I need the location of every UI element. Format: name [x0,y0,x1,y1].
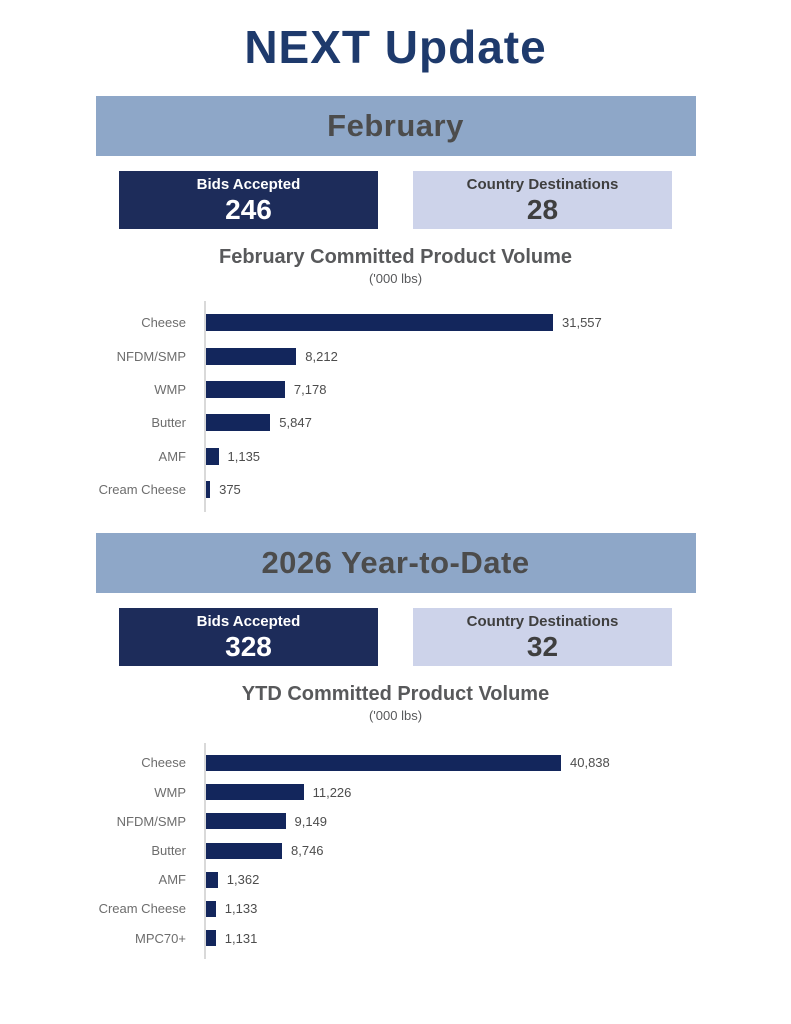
bar [206,813,286,829]
bar [206,872,218,888]
value-label: 31,557 [562,315,602,331]
bar [206,481,210,498]
bar-row [0,836,791,865]
bar-row [0,894,791,923]
stat-box-bids-accepted [119,608,378,666]
bar [206,314,553,331]
value-label: 1,133 [224,901,258,917]
bar [206,448,219,465]
bar-zone [206,314,602,331]
bar-zone [206,448,260,465]
category-label: Butter [151,843,186,858]
value-label: 8,212 [305,348,338,364]
bar [206,755,561,771]
bar-row [0,748,791,777]
value-label: 7,178 [293,381,327,397]
stat-value: 246 [225,194,272,225]
bar-zone [206,414,312,431]
stat-box-bids-accepted [119,171,378,229]
bar-row [0,406,791,439]
value-label: 1,131 [224,930,258,946]
value-label: 1,362 [226,872,260,888]
bar-zone [206,348,338,365]
value-label: 5,847 [279,415,312,431]
bar-row [0,373,791,406]
chart-subtitle: ('000 lbs) [368,708,423,724]
bar [206,348,296,365]
stat-value: 32 [526,631,559,663]
stats-row [119,608,672,666]
value-label: 9,149 [294,813,328,829]
bar [206,901,216,917]
bar-zone [206,901,257,917]
bar-chart-ytd [0,743,791,958]
bar-row [0,440,791,473]
bar [206,414,270,431]
chart-title: February Committed Product Volume [218,246,572,268]
bar-zone [206,872,259,888]
section-year-to-date [0,533,791,958]
section-banner-february: February [96,96,696,156]
bar-zone [206,755,610,771]
bar [206,930,216,946]
stat-box-country-destinations [413,608,672,666]
bar-row [0,807,791,836]
category-label: AMF [158,448,186,464]
category-label: NFDM/SMP [116,348,186,364]
bar-zone [206,930,257,946]
bar-row [0,306,791,339]
bar-zone [206,784,351,800]
bar-zone [206,813,327,829]
bar-zone [206,381,326,398]
bar-row [0,865,791,894]
category-label: WMP [154,381,186,397]
bar-row [0,778,791,807]
category-label: MPC70+ [135,930,186,946]
stat-box-country-destinations [413,171,672,229]
value-label: 1,135 [227,448,261,464]
category-label: Butter [151,415,186,431]
value-label: 375 [219,482,241,498]
bar-zone [206,481,241,498]
stats-row [119,171,672,229]
page-title: NEXT Update [244,21,547,73]
category-label: Cheese [141,755,186,771]
stat-value: 28 [526,194,559,225]
bar-row [0,473,791,506]
stat-label: Bids Accepted [196,613,301,631]
value-label: 11,226 [312,784,352,800]
section-banner-ytd: 2026 Year-to-Date [96,533,696,593]
stat-label: Country Destinations [466,176,619,193]
bar [206,381,285,398]
section-february [0,96,791,512]
category-label: AMF [158,872,186,888]
bar [206,843,282,859]
chart-title: YTD Committed Product Volume [241,683,550,706]
stat-label: Country Destinations [466,613,619,631]
value-label: 40,838 [570,755,610,771]
bar-row [0,923,791,952]
category-label: Cream Cheese [98,482,186,498]
category-label: NFDM/SMP [116,813,186,829]
bar-row [0,339,791,372]
value-label: 8,746 [291,843,324,858]
category-label: WMP [154,784,186,800]
category-label: Cheese [141,315,186,331]
bar-zone [206,843,324,859]
bar [206,784,304,800]
chart-subtitle: ('000 lbs) [368,271,423,286]
category-label: Cream Cheese [98,901,186,917]
bar-chart-february [0,301,791,512]
stat-value: 328 [225,631,272,663]
stat-label: Bids Accepted [196,176,301,193]
